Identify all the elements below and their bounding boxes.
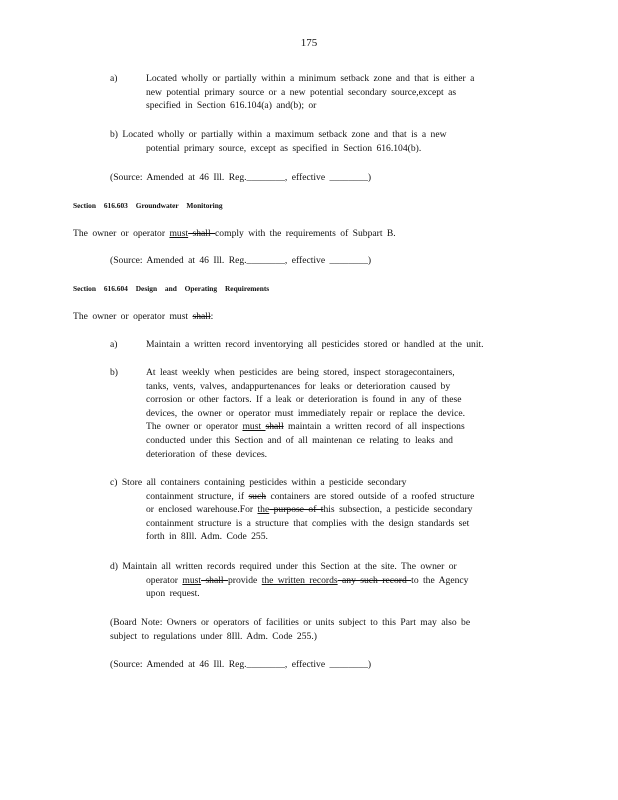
item-b-text: [110, 128, 447, 155]
req-b-text: At least weekly when pesticides are being stored, inspect storagecontainers, tanks, vents, valves, andappurtenances for leaks or deterioration caused by corrosion or other factors. If a leak or deterioration is found in any of these devices, the owner or operator must immediately repair or replace the device. The owner or operator must shall maintain a written record of all inspections conducted under this Section and of all maintenan ce relating to leaks and deterioration of these devices.: [146, 367, 466, 460]
inserted-text: the written records: [261, 574, 338, 586]
section-603-heading: Section 616.603 Groundwater Monitoring: [73, 201, 223, 210]
deleted-text: shall: [201, 574, 228, 586]
section-604-heading: Section 616.604 Design and Operating Requirements: [73, 284, 270, 293]
inserted-text: the: [257, 504, 270, 516]
deleted-text: any such record: [337, 574, 412, 586]
deleted-text: purpose of t: [269, 504, 324, 516]
item-a-line: Located wholly or partially within a minimum setback zone and that is either a: [146, 73, 475, 84]
item-a-line: specified in Section 616.104(a) and(b); or: [146, 100, 317, 112]
deleted-text: shall: [265, 421, 284, 433]
inserted-text: must: [182, 574, 202, 586]
deleted-text: shall: [192, 311, 211, 322]
req-a-text: Maintain a written record inventorying all pesticides stored or handled at the unit.: [146, 339, 484, 350]
deleted-text: such: [248, 490, 267, 502]
req-a-label: a): [110, 339, 118, 350]
item-a-text: [146, 72, 530, 113]
item-b-line: potential primary source, except as specified in Section 616.104(b).: [146, 142, 422, 154]
board-note: (Board Note: Owners or operators of facilities or units subject to this Part may also be subject to regulations under 8Ill. Adm. Code 255.): [110, 617, 471, 642]
item-a-label: a): [110, 73, 118, 84]
inserted-text: must: [169, 228, 189, 239]
req-c-text: c) Store all containers containing pesticides within a pesticide secondary containment structure, if such containers are stored outside of a roofed structure or enclosed warehouse.For the purpose of this subsection, a pesticide secondary containment structure is a structure that complies with the design standards set forth in 8Ill. Adm. Code 255.: [110, 477, 475, 543]
page-number: 175: [300, 37, 318, 49]
item-a-line: new potential primary source or a new potential secondary source,except as: [146, 86, 457, 98]
source-note-2: (Source: Amended at 46 Ill. Reg.________, effective ________): [110, 255, 372, 266]
source-note-3: (Source: Amended at 46 Ill. Reg.________, effective ________): [110, 659, 372, 670]
req-d-text: d) Maintain all written records required under this Section at the site. The owner or operator must shall provide the written records any such record to the Agency upon request.: [110, 561, 469, 600]
source-note-1: (Source: Amended at 46 Ill. Reg.________, effective ________): [110, 172, 372, 183]
inserted-text: must: [242, 421, 266, 433]
section-604-intro: The owner or operator must shall:: [73, 311, 214, 322]
item-b-line: b) Located wholly or partially within a maximum setback zone and that is a new: [110, 129, 447, 140]
section-603-text: The owner or operator must shall comply with the requirements of Subpart B.: [73, 228, 396, 239]
req-b-label: b): [110, 367, 118, 378]
deleted-text: shall: [188, 228, 216, 239]
